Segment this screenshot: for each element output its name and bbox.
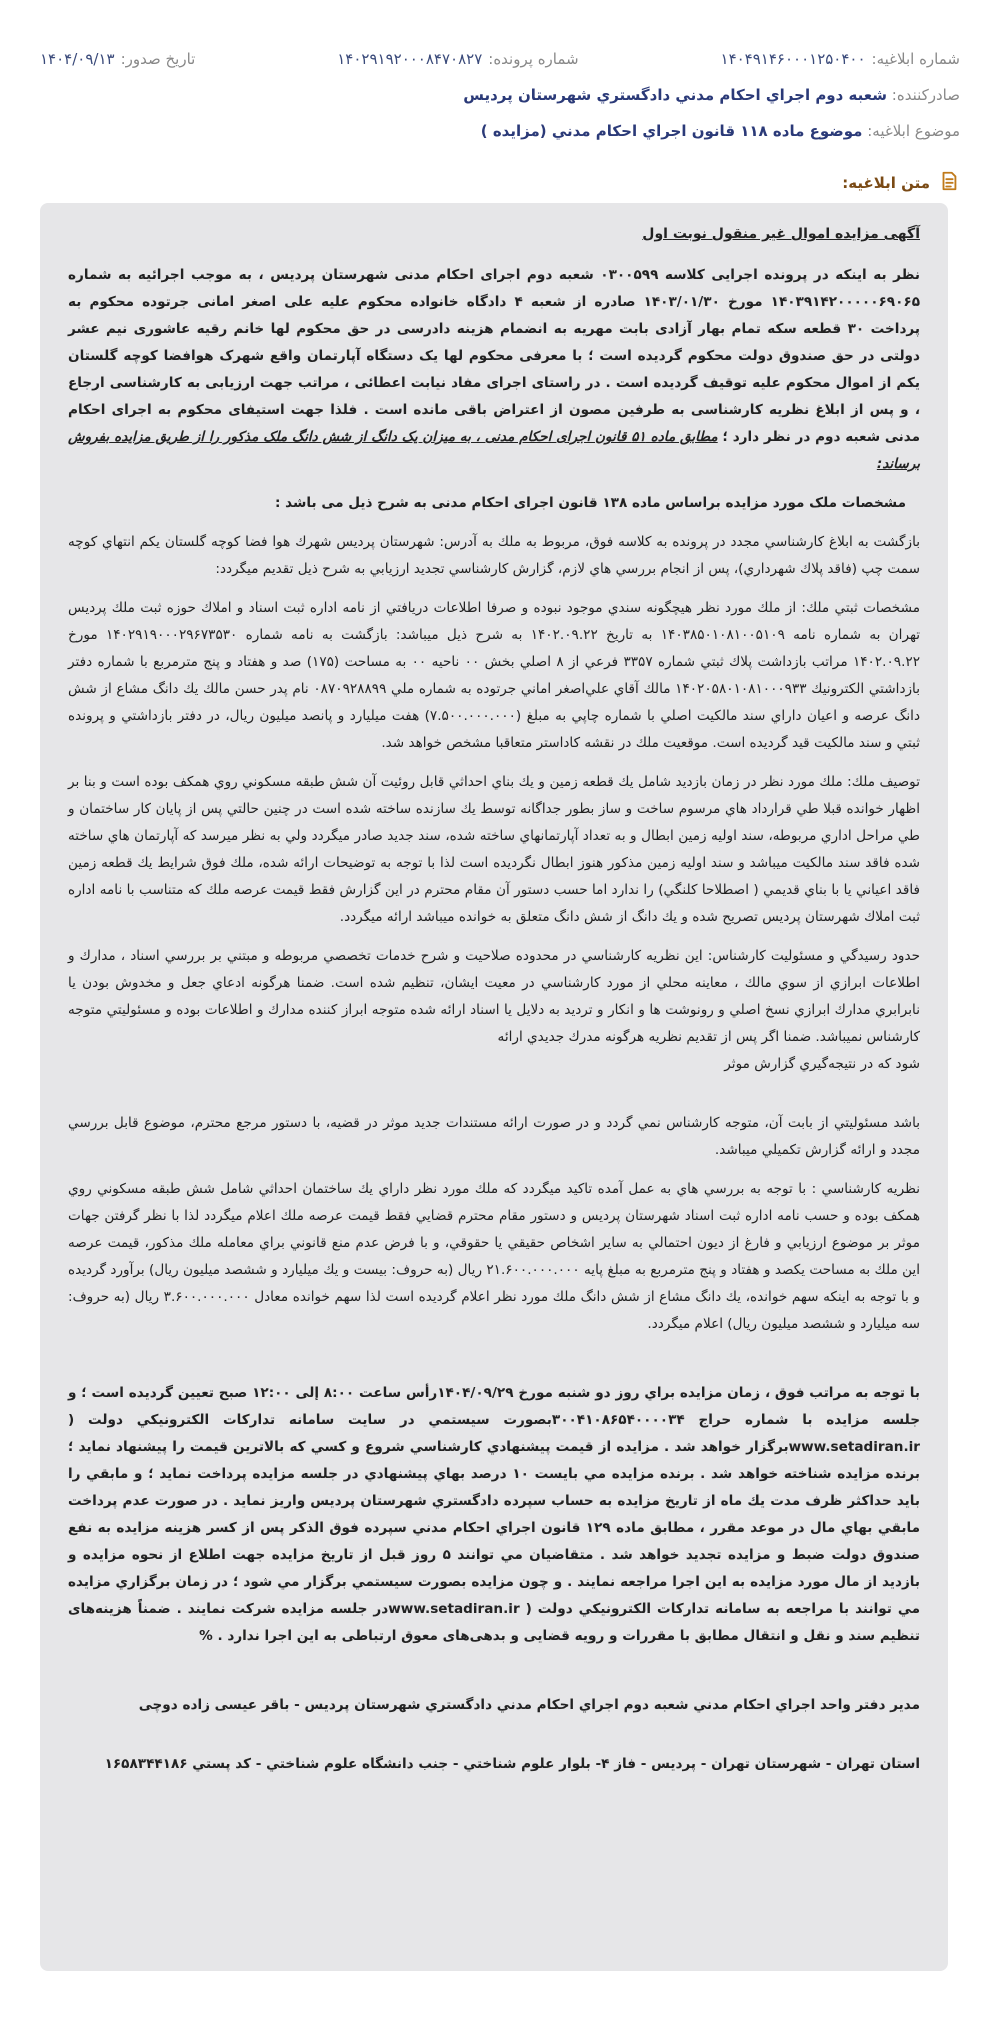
case-number-value: ۱۴۰۲۹۱۹۲۰۰۰۸۴۷۰۸۲۷: [337, 50, 483, 68]
subject-line: [40, 122, 960, 140]
paragraph-auction: با توجه به مراتب فوق ، زمان مزايده براي روز دو شنبه مورخ ۱۴۰۴/۰۹/۲۹رأس ساعت ۸:۰۰ إلی ۱۲:۰۰ صبح تعيين گرديده است ؛ و جلسه مزايده با شماره حراج ۳۰۰۴۱۰۸۶۵۴۰۰۰۰۳۴بصورت سيستمي در سايت سامانه تداركات الكترونيكي دولت ( www.setadiran.irبرگزار خواهد شد . مزايده از قيمت پيشنهادي كارشناسي شروع و كسي كه بالاترين قيمت را پيشنهاد نمايد ؛ برنده مزايده شناخته خواهد شد . برنده مزايده مي بايست ۱۰ درصد بهاي پيشنهادي در جلسه مزايده پرداخت نمايد ؛ و مابقي را بايد حداكثر ظرف مدت يك ماه از تاريخ مزايده به حساب سپرده دادگستري شهرستان پرديس واريز نمايد . در صورت عدم پرداخت مابقي بهاي مال در موعد مقرر ، مطابق ماده ۱۲۹ قانون اجراي احكام مدني سپرده فوق الذكر پس از كسر هزينه مزايده به نفع صندوق دولت ضبط و مزايده تجديد خواهد شد . متقاضيان مي توانند ۵ روز قبل از تاريخ مزايده جهت اطلاع از نحوه مزايده و بازديد از مال مورد مزايده به اين اجرا مراجعه نمايند . و چون مزايده بصورت سيستمي برگزار مي شود ؛ در زمان برگزاري مزايده مي توانند با مراجعه به سامانه تداركات الكترونيكي دولت ( www.setadiran.irدر جلسه مزايده شركت نمايند . ضمناً هزینه‌های تنظیم سند و نقل و انتقال مطابق با مقررات و رویه قضایی و بدهی‌های معوق ارتباطی به این اجرا ندارد . %: [68, 1385, 920, 1644]
paragraph-description: توصيف ملك: ملك مورد نظر در زمان بازديد شامل يك قطعه زمين و يك بناي احداثي قابل روئيت آن شش طبقه مسكوني روي همكف بوده است و بنا بر اظهار خوانده قبلا طي قرارداد هاي مرسوم ساخت و ساز بطور جداگانه توسط يك سازنده ساخته شده است در چنين حالتي پس از پايان كار ساختمان و طي مراحل اداري مربوطه، سند اوليه زمين ابطال و به تعداد آپارتمانهاي ساخته شده، سند جديد صادر ميگردد ولي به نظر ميرسد كه آپارتمان هاي ساخته شده فاقد سند مالكيت ميباشد و سند اوليه زمين مذكور هنوز ابطال نگرديده است لذا با توجه به توضيحات ارائه شده، ملك فوق شرايط يك قطعه زمين فاقد اعياني يا با بناي قديمي ( اصطلاحا كلنگي) را ندارد اما حسب دستور آن مقام محترم در اين گزارش فقط قيمت عرصه ملك كه متناسب با نامه اداره ثبت املاك شهرستان پرديس تصريح شده و يك دانگ از شش دانگ متعلق به خوانده ميباشد ارائه ميگردد.: [68, 774, 920, 925]
notice-number-value: ۱۴۰۴۹۱۴۶۰۰۰۱۲۵۰۴۰۰: [720, 50, 866, 68]
spacer: [68, 1090, 920, 1110]
notice-body: [40, 203, 948, 1971]
case-number-label: شماره پرونده:: [488, 50, 579, 68]
sender-label: صادرکننده:: [891, 86, 960, 104]
issue-date: [40, 50, 195, 68]
spacer: [68, 1662, 920, 1692]
paragraph-responsibility: [68, 943, 920, 1078]
meta-row: [40, 50, 960, 68]
subject-value: موضوع ماده ۱۱۸ قانون اجراي احکام مدني (مزايده ): [480, 122, 863, 140]
paragraph-intro-tail: مطابق ماده ۵۱ قانون اجرای احکام مدنی ، به میزان یک دانگ از شش دانگ ملک مذکور را از طریق مزایده بفروش برساند:: [68, 429, 920, 472]
subject-label: موضوع ابلاغیه:: [867, 122, 960, 140]
issue-date-value: ۱۴۰۴/۰۹/۱۳: [40, 50, 115, 68]
address: استان تهران - شهرستان تهران - پرديس - فاز ۴- بلوار علوم شناختي - جنب دانشگاه علوم شناختي - كد پستي ۱۶۵۸۳۴۴۱۸۶: [104, 1756, 920, 1772]
document-icon: [938, 170, 960, 196]
signature: مدير دفتر واحد اجراي احكام مدني شعبه دوم اجراي احكام مدني دادگستري شهرستان پرديس - باقر عيسى زاده دوچی: [138, 1697, 920, 1713]
paragraph-responsibility-line2: شود كه در نتيجه‌گيري گزارش موثر: [724, 1056, 920, 1072]
notice-title: آگهی مزایده اموال غیر منقول نوبت اول: [642, 226, 920, 242]
paragraph-liability: باشد مسئوليتي از بابت آن، متوجه كارشناس نمي گردد و در صورت ارائه مستندات جديد موثر در قضيه، با دستور مرجع محترم، موضوع قابل بررسي مجدد و ارائه گزارش تكميلي ميباشد.: [68, 1115, 920, 1158]
notice-number: [721, 50, 960, 68]
notice-heading-text: متن ابلاغیه:: [842, 174, 930, 192]
spacer: [68, 1731, 920, 1751]
paragraph-opinion: نظريه كارشناسي : با توجه به بررسي هاي به عمل آمده تاكيد ميگردد كه ملك مورد نظر داراي يك ساختمان احداثي شامل شش طبقه مسكوني روي همكف بوده و حسب نامه اداره ثبت اسناد شهرستان پرديس و دستور مقام محترم قضايي فقط قيمت عرصه ملك اعلام ميگردد لذا با نظر گرفتن جهات موثر بر موضوع ارزيابي و فارغ از ديون احتمالي به ساير اشخاص حقيقي يا حقوقي، و با فرض عدم منع قانوني براي معامله ملك مذكور، قيمت عرصه اين ملك به مساحت يكصد و هفتاد و پنج مترمربع به مبلغ پايه ۲۱.۶۰۰.۰۰۰.۰۰۰ ريال (به حروف: بيست و يك ميليارد و ششصد ميليون ريال) برآورد گرديده و با توجه به اينكه سهم خوانده، يك دانگ مشاع از شش دانگ ملك مورد نظر اعلام گرديده است لذا سهم خوانده معادل ۳.۶۰۰.۰۰۰.۰۰۰ ريال (به حروف: سه ميليارد و ششصد ميليون ريال) اعلام ميگردد.: [68, 1181, 920, 1332]
case-number: [337, 50, 578, 68]
paragraph-intro: [68, 262, 920, 478]
paragraph-responsibility-text: حدود رسيدگي و مسئوليت كارشناس: اين نظريه كارشناسي در محدوده صلاحيت و شرح خدمات تخصصي مربوطه و مبتني بر بررسي اسناد ، مدارك و اطلاعات ابرازي از سوي مالك ، معاينه محلي از مورد كارشناسي در معيت ايشان، تنظيم شده است. ضمنا هرگونه ادعاي جعل و مخدوش بودن يا نابرابري مدارك ابرازي نسخ اصلي و رونوشت ها و انكار و ترديد به دلايل يا اسناد ارائه شده متوجه ابراز كننده مدارك و اطلاعات بوده و مسئوليتي متوجه كارشناس نميباشد. ضمنا اگر پس از تقديم نظريه هرگونه مدرك جديدي ارائه: [68, 948, 920, 1045]
paragraph-return: بازگشت به ابلاغ كارشناسي مجدد در پرونده به كلاسه فوق، مربوط به ملك به آدرس: شهرستان پرديس شهرك هوا فضا كوچه گلستان يكم انتهاي كوچه سمت چپ (فاقد پلاك شهرداري)، پس از انجام بررسي هاي لازم، گزارش كارشناسي تجديد ارزيابي به شرح ذيل تقديم ميگردد:: [68, 534, 920, 577]
specs-title: مشخصات ملک مورد مزایده براساس ماده ۱۳۸ قانون اجرای احکام مدنی به شرح ذیل می باشد :: [275, 495, 906, 511]
sender-value: شعبه دوم اجراي احکام مدني دادگستري شهرستان پرديس: [463, 86, 887, 104]
notice-number-label: شماره ابلاغیه:: [871, 50, 960, 68]
paragraph-intro-text: نظر به اینکه در پرونده اجرایی کلاسه ۰۳۰۰۵۹۹ شعبه دوم اجرای احکام مدنی شهرستان پردیس ، به موجب اجرائیه به شماره ۱۴۰۳۹۱۴۲۰۰۰۰۰۶۹۰۶۵ مورخ ۱۴۰۳/۰۱/۳۰ صادره از شعبه ۴ دادگاه خانواده محکوم علیه علی اصغر امانی جرتوده محکوم به پرداخت ۳۰ قطعه سکه تمام بهار آزادی بابت مهریه به انضمام هزینه دادرسی در حق محکوم لها خانم رقیه عاشوری نیم عشر دولتی در حق صندوق دولت محکوم گردیده است ؛ با معرفی محکوم لها یک دستگاه آپارتمان واقع شهرک هوافضا کوچه گلستان یکم از اموال محکوم علیه توقیف گردیده است . در راستای اجرای مفاد نیابت اعطائی ، مراتب جهت ارزیابی به کارشناسی ارجاع ، و پس از ابلاغ نظریه کارشناسی به طرفین مصون از اعتراض باقی مانده است . فلذا جهت استیفای محکوم به اجرای احکام مدنی شعبه دوم در نظر دارد ؛: [68, 267, 920, 445]
paragraph-registry: مشخصات ثبتي ملك: از ملك مورد نظر هيچگونه سندي موجود نبوده و صرفا اطلاعات دريافتي از نامه اداره ثبت اسناد و املاك حوزه ثبت ملك پرديس تهران به شماره نامه ۱۴۰۳۸۵۰۱۰۸۱۰۰۵۱۰۹ به تاريخ ۱۴۰۲.۰۹.۲۲ به شرح ذيل ميباشد: بازگشت به نامه شماره ۱۴۰۲۹۱۹۰۰۰۲۹۶۷۳۵۳۰ مورخ ۱۴۰۲.۰۹.۲۲ مراتب بازداشت پلاك ثبتي شماره ۳۳۵۷ فرعي از ۸ اصلي بخش ۰۰ ناحيه ۰۰ به مساحت (۱۷۵) صد و هفتاد و پنج مترمربع با شماره دفتر بازداشتي الكترونيك ۱۴۰۲۰۵۸۰۱۰۸۱۰۰۰۹۳۳ مالك آقاي علي‌اصغر اماني جرتوده به شماره ملي ۰۸۷۰۹۲۸۸۹۹ نام پدر حسن مالك يك دانگ مشاع از شش دانگ عرصه و اعيان داراي سند مالكيت اصلي با شماره چاپي به مبلغ (۷.۵۰۰.۰۰۰.۰۰۰) هفت ميليارد و پانصد ميليون ريال، در دفتر بازداشتي و پرونده ثبتي و سند مالكيت قيد گرديده است. موقعيت ملك در نقشه كاداستر متعاقبا مشخص خواهد شد.: [68, 600, 920, 751]
issue-date-label: تاریخ صدور:: [120, 50, 196, 68]
spacer: [68, 1350, 920, 1380]
notice-heading: [842, 170, 960, 196]
sender-line: [40, 86, 960, 104]
